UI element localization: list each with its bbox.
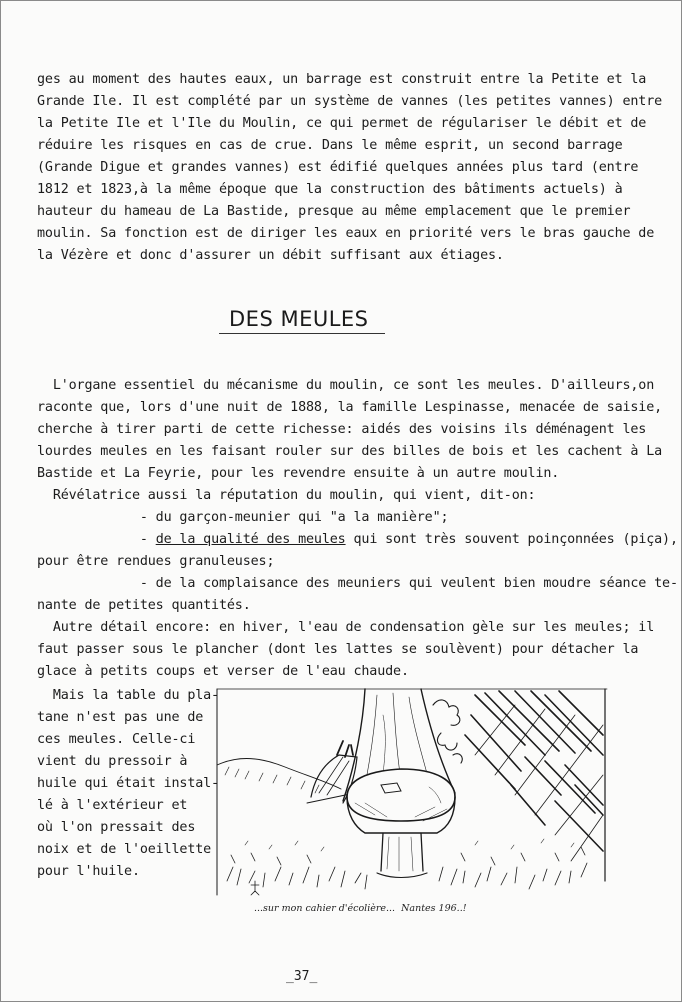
body-line: lourdes meules en les faisant rouler sur des billes de bois et les cachent à La: [37, 444, 663, 459]
millstone-table-sketch: [215, 685, 609, 907]
side-line: noix et de l'oeillette: [37, 842, 212, 857]
body-line: L'organe essentiel du mécanisme du moulin, ce sont les meules. D'ailleurs,on: [37, 378, 655, 393]
side-line: où l'on pressait des: [37, 820, 196, 835]
body-line: faut passer sous le plancher (dont les lattes se soulèvent) pour détacher la: [37, 642, 639, 657]
body-line: raconte que, lors d'une nuit de 1888, la famille Lespinasse, menacée de saisie,: [37, 400, 663, 415]
heading-underline: [219, 333, 385, 334]
intro-line: ges au moment des hautes eaux, un barrage est construit entre la Petite et la: [37, 72, 647, 87]
intro-line: réduire les risques en cas de crue. Dans le même esprit, un second barrage: [37, 138, 623, 153]
body-line: Autre détail encore: en hiver, l'eau de condensation gèle sur les meules; il: [37, 620, 655, 635]
section-heading: DES MEULES: [229, 307, 369, 331]
body-line: - de la complaisance des meuniers qui veulent bien moudre séance te-: [37, 576, 678, 591]
intro-line: la Vézère et donc d'assurer un débit suffisant aux étiages.: [37, 248, 504, 263]
bullet-suffix: qui sont très souvent poinçonnées (piça),: [345, 532, 678, 547]
bullet-quality-line: [37, 529, 678, 551]
underlined-phrase: de la qualité des meules: [155, 532, 346, 547]
side-line: tane n'est pas une de: [37, 710, 204, 725]
intro-line: moulin. Sa fonction est de diriger les eaux en priorité vers le bras gauche de: [37, 226, 655, 241]
intro-line: Grande Ile. Il est complété par un système de vannes (les petites vannes) entre: [37, 94, 663, 109]
intro-line: la Petite Ile et l'Ile du Moulin, ce qui permet de régulariser le débit et de: [37, 116, 647, 131]
side-line: pour l'huile.: [37, 864, 140, 879]
body-line: - du garçon-meunier qui "a la manière";: [37, 510, 449, 525]
body-line: Bastide et La Feyrie, pour les revendre ensuite à un autre moulin.: [37, 466, 560, 481]
body-line: cherche à tirer parti de cette richesse: aidés des voisins ils déménagent les: [37, 422, 647, 437]
bullet-prefix: -: [37, 532, 156, 547]
side-line: Mais la table du pla-: [37, 688, 219, 703]
side-line: huile qui était instal-: [37, 776, 219, 791]
body-line: pour être rendues granuleuses;: [37, 554, 275, 569]
intro-line: (Grande Digue et grandes vannes) est édifié quelques années plus tard (entre: [37, 160, 639, 175]
illustration-caption: ...sur mon cahier d'écolière... Nantes 196..!: [254, 903, 467, 914]
body-line: nante de petites quantités.: [37, 598, 251, 613]
side-line: vient du pressoir à: [37, 754, 188, 769]
body-line: glace à petits coups et verser de l'eau chaude.: [37, 664, 409, 679]
page-number: _37_: [286, 969, 318, 984]
side-line: ces meules. Celle-ci: [37, 732, 196, 747]
intro-line: 1812 et 1823,à la même époque que la construction des bâtiments actuels) à: [37, 182, 623, 197]
intro-line: hauteur du hameau de La Bastide, presque au même emplacement que le premier: [37, 204, 631, 219]
body-line: Révélatrice aussi la réputation du moulin, qui vient, dit-on:: [37, 488, 536, 503]
side-line: lé à l'extérieur et: [37, 798, 188, 813]
